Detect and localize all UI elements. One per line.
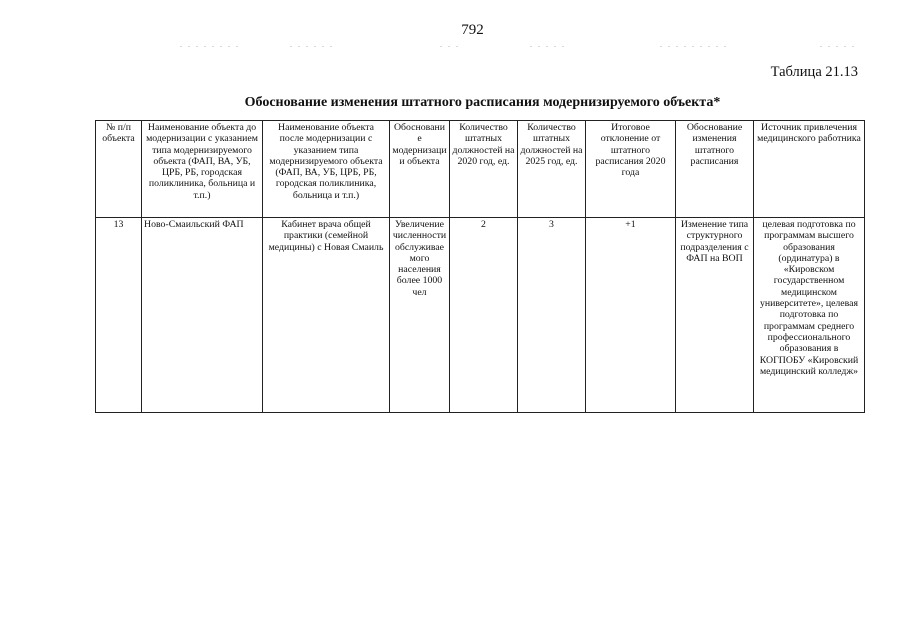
header-change-reason: Обоснование изменения штатного расписания xyxy=(676,121,754,218)
cell-justification: Увеличение численности обслуживаемого населения более 1000 чел xyxy=(390,218,450,413)
cell-staff-2025: 3 xyxy=(518,218,586,413)
table-label: Таблица 21.13 xyxy=(770,64,858,80)
header-staff-2020: Количество штатных должностей на 2020 год, ед. xyxy=(450,121,518,218)
table-header-row xyxy=(96,121,865,218)
scan-noise: . . . . . xyxy=(820,40,856,49)
header-staff-2025: Количество штатных должностей на 2025 год, ед. xyxy=(518,121,586,218)
page-number: 792 xyxy=(461,22,484,38)
scan-noise: . . . . . . . . xyxy=(180,40,240,49)
document-title: Обоснование изменения штатного расписания модернизируемого объекта* xyxy=(244,95,721,110)
header-name-after: Наименование объекта после модернизации с указанием типа модернизируемого объекта (ФАП, ВА, УБ, ЦРБ, РБ, городская поликлиника, больница и т.п.) xyxy=(263,121,390,218)
cell-number: 13 xyxy=(96,218,142,413)
table-row xyxy=(96,218,865,413)
cell-name-before: Ново-Смаильский ФАП xyxy=(142,218,263,413)
cell-change-reason: Изменение типа структурного подразделения с ФАП на ВОП xyxy=(676,218,754,413)
scan-noise: . . . . . . . . . xyxy=(660,40,728,49)
scan-noise: . . . . . . xyxy=(290,40,334,49)
staffing-justification-table xyxy=(95,120,865,413)
header-deviation: Итоговое отклонение от штатного расписания 2020 года xyxy=(586,121,676,218)
cell-name-after: Кабинет врача общей практики (семейной медицины) с Новая Смаиль xyxy=(263,218,390,413)
cell-staff-2020: 2 xyxy=(450,218,518,413)
header-source: Источник привлечения медицинского работника xyxy=(754,121,865,218)
header-number: № п/п объекта xyxy=(96,121,142,218)
scan-noise: . . . . . xyxy=(530,40,566,49)
scan-noise: . . . xyxy=(440,40,460,49)
header-name-before: Наименование объекта до модернизации с указанием типа модернизируемого объекта (ФАП, ВА, УБ, ЦРБ, РБ, городская поликлиника, больница и т.п.) xyxy=(142,121,263,218)
header-justification: Обоснование модернизации объекта xyxy=(390,121,450,218)
cell-deviation: +1 xyxy=(586,218,676,413)
cell-source: целевая подготовка по программам высшего образования (ординатура) в «Кировском государственном медицинском университете», целевая подготовка по программам среднего профессионального образования в КОГПОБУ «Кировский медицинский колледж» xyxy=(754,218,865,413)
